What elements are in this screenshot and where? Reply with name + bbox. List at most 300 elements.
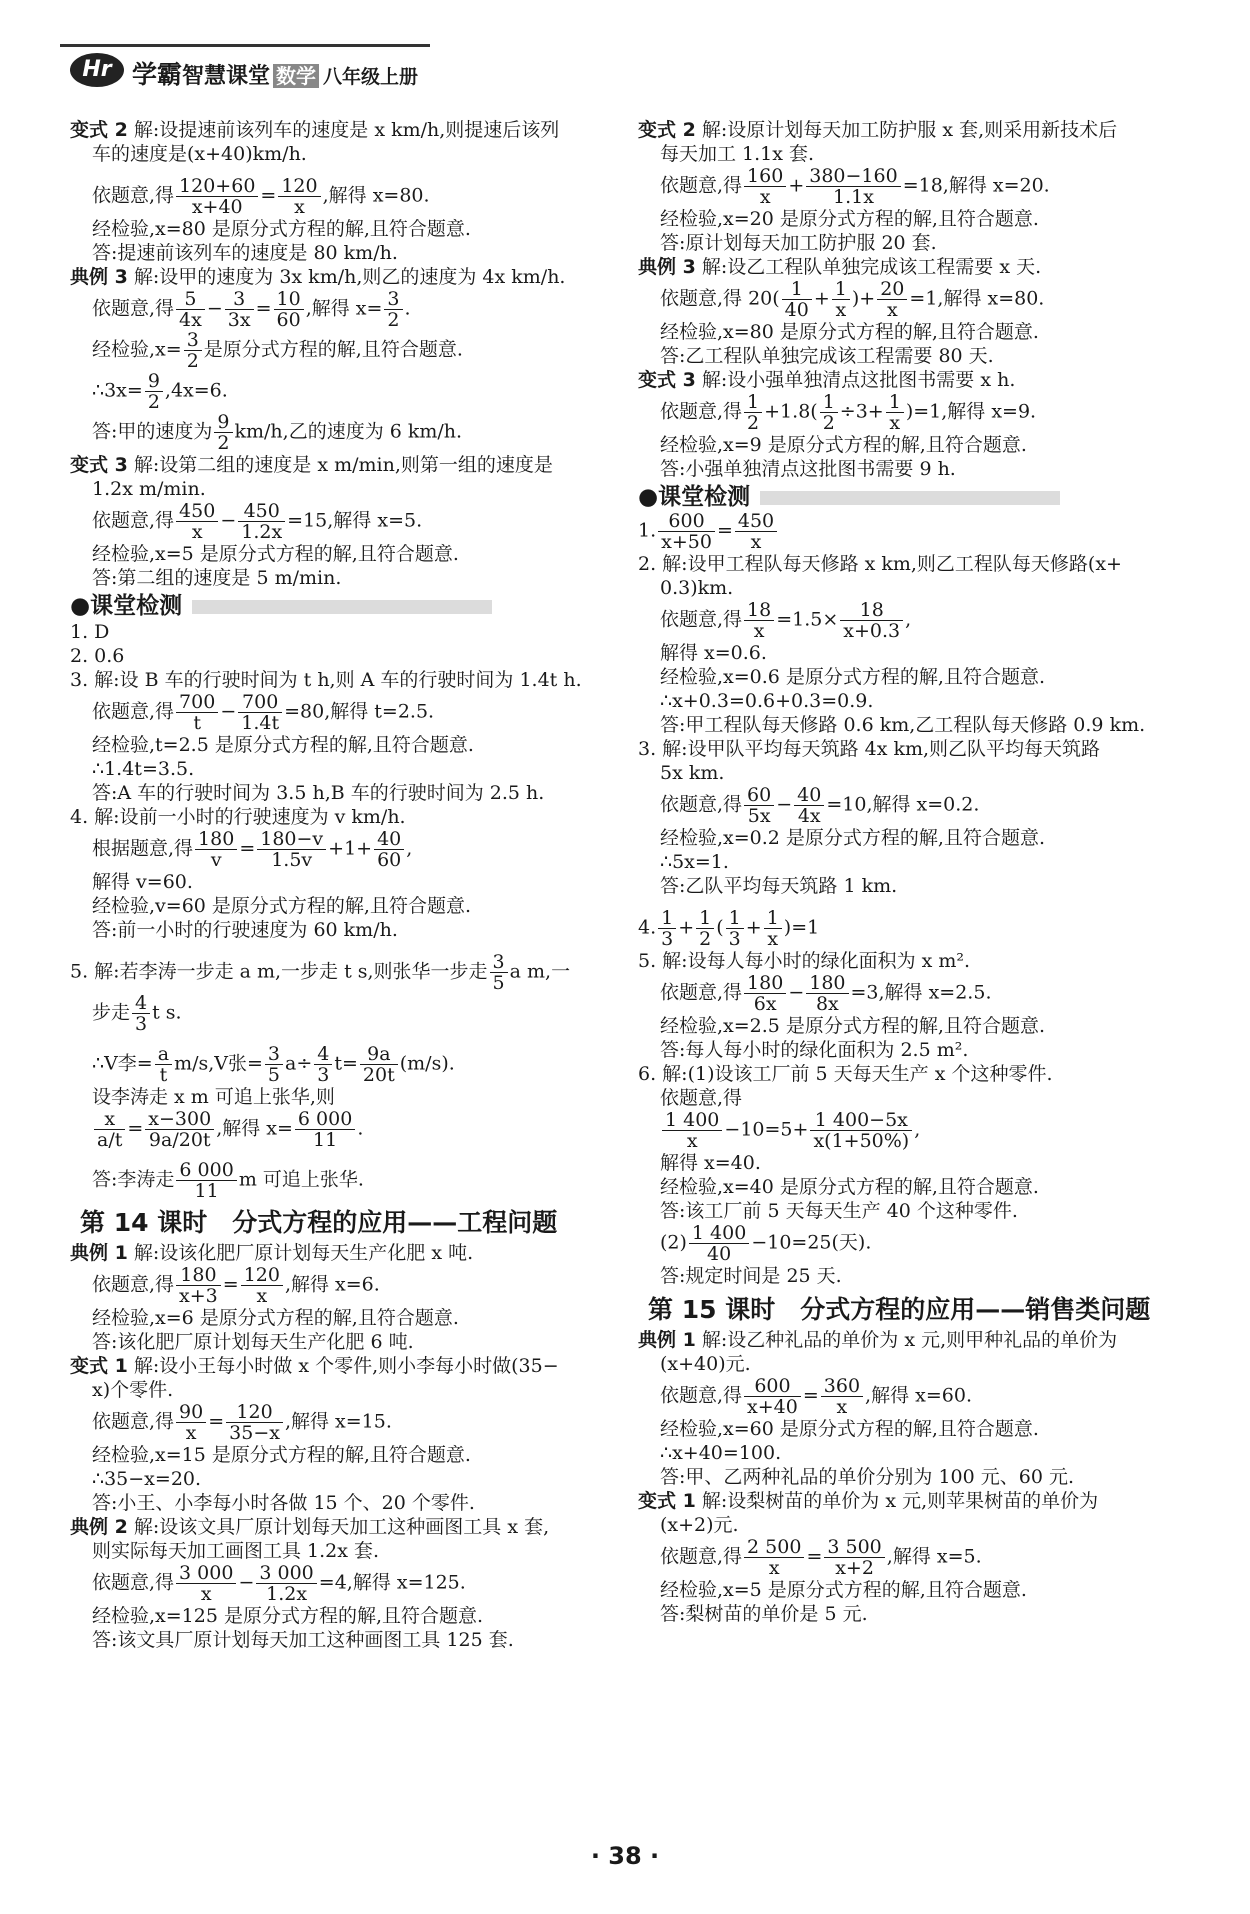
text-line: 车的速度是(x+40)km/h.: [92, 143, 307, 165]
brand-name: 学霸: [132, 60, 183, 89]
text: 依题意,得 20(: [660, 287, 780, 310]
text: 解:设小强单独清点这批图书需要 x h.: [701, 369, 1016, 391]
text-line: 经检验,v=60 是原分式方程的解,且符合题意.: [92, 895, 471, 917]
text-line: 解得 v=60.: [92, 871, 193, 893]
text: ÷3+: [839, 400, 884, 423]
text-line: 经检验,x=5 是原分式方程的解,且符合题意.: [92, 543, 459, 565]
text-line: 2. 解:设甲工程队每天修路 x km,则乙工程队每天修路(x+: [638, 553, 1122, 575]
subject-badge: 数学: [273, 64, 319, 88]
numerator: 3 000: [256, 1563, 316, 1584]
text: 步走: [92, 1001, 131, 1024]
answer-item: 1. D: [70, 621, 110, 643]
text: 解:设乙工程队单独完成该工程需要 x 天.: [701, 256, 1042, 278]
section-heading: [70, 594, 630, 618]
fraction: [744, 392, 762, 433]
fraction: [696, 908, 714, 949]
equation-line: [70, 993, 630, 1034]
denominator: 3x: [227, 309, 251, 331]
fraction: [176, 501, 218, 542]
text: m/s,V张=: [174, 1052, 263, 1075]
denominator: 35−x: [229, 1422, 280, 1444]
denominator: 1.1x: [832, 186, 874, 208]
text: 解:设甲的速度为 3x km/h,则乙的速度为 4x km/h.: [133, 266, 566, 288]
fraction: [155, 1044, 172, 1085]
text: ,解得 x=: [216, 1117, 293, 1140]
text: ,解得 x=: [305, 297, 383, 320]
numerator: 360: [821, 1376, 863, 1397]
fraction: [764, 908, 782, 949]
denominator: 60: [276, 309, 301, 331]
numerator: 90: [176, 1402, 206, 1423]
fraction: [744, 600, 774, 641]
denominator: 2: [822, 412, 835, 434]
example-label: 变式 2: [638, 119, 696, 141]
equation-line: 依题意,得 $\frac{120+60}{x+40}$ = $\frac{120}{x}$ ,解得 x=80.: [92, 175, 430, 218]
equation-line: 依题意,得 $\frac{450}{x}$ − $\frac{450}{1.2x}$ =15,解得 x=5.: [92, 500, 423, 543]
fraction: [877, 279, 907, 320]
numerator: 160: [744, 166, 786, 187]
fraction: [744, 1537, 804, 1578]
answer-line: [70, 412, 630, 453]
text: 解:设乙种礼品的单价为 x 元,则甲种礼品的单价为: [701, 1329, 1118, 1351]
denominator: x: [767, 928, 779, 950]
denominator: 8x: [815, 993, 839, 1015]
fraction: [226, 1402, 283, 1443]
text-line: [638, 118, 1198, 142]
text: 解:设提速前该列车的速度是 x km/h,则提速后该列: [133, 119, 560, 141]
numerator: 9: [214, 412, 232, 433]
text: 依题意,得: [660, 1384, 743, 1407]
example-label: 变式 1: [638, 1490, 696, 1512]
text: =3,解得 x=2.5.: [850, 981, 992, 1004]
text: =80,解得 t=2.5.: [284, 700, 435, 723]
answer-line: 答:小王、小李每小时各做 15 个、20 个零件.: [92, 1492, 475, 1514]
denominator: x: [835, 299, 847, 321]
text: 1.: [638, 519, 657, 542]
example-label: 典例 2: [70, 1516, 128, 1538]
numerator: a: [155, 1044, 172, 1065]
text-line: ∴x+40=100.: [660, 1442, 782, 1464]
numerator: 1 400: [662, 1110, 722, 1131]
text-line: 经检验,x=0.2 是原分式方程的解,且符合题意.: [660, 827, 1046, 849]
fraction: [94, 1109, 125, 1150]
denominator: x: [294, 196, 305, 218]
text: (m/s).: [399, 1052, 455, 1075]
fraction: [238, 501, 285, 542]
denominator: x: [836, 1396, 848, 1418]
answer-line: 答:甲工程队每天修路 0.6 km,乙工程队每天修路 0.9 km.: [660, 714, 1146, 736]
fraction: [176, 1402, 206, 1443]
text-line: [70, 1515, 630, 1539]
denominator: 5x: [747, 805, 771, 827]
denominator: t: [159, 1064, 168, 1086]
denominator: 1.4t: [241, 712, 280, 734]
text-line: 经检验,x=80 是原分式方程的解,且符合题意.: [660, 321, 1039, 343]
text-line: 经检验,x=2.5 是原分式方程的解,且符合题意.: [660, 1015, 1046, 1037]
denominator: x: [753, 620, 765, 642]
answer-line: 答:甲、乙两种礼品的单价分别为 100 元、60 元.: [660, 1466, 1075, 1488]
text-line: ∴x+0.3=0.6+0.3=0.9.: [660, 690, 874, 712]
section-heading: [638, 485, 1198, 509]
numerator: 10: [274, 289, 304, 310]
fraction: [176, 176, 258, 217]
denominator: 5: [492, 972, 505, 994]
text: 解:设小王每小时做 x 个零件,则小李每小时做(35−: [133, 1355, 559, 1377]
text: 4.: [638, 916, 657, 939]
denominator: 4x: [179, 309, 202, 331]
denominator: 3: [728, 928, 741, 950]
text-line: 3. 解:设甲队平均每天筑路 4x km,则乙队平均每天筑路: [638, 738, 1101, 760]
text-line: [70, 1354, 630, 1378]
text: 依题意,得: [660, 174, 743, 197]
fraction: [274, 289, 304, 330]
numerator: 3: [384, 289, 402, 310]
answer-line: 答:提速前该列车的速度是 80 km/h.: [92, 242, 398, 264]
denominator: x+40: [747, 1396, 798, 1418]
fraction: [195, 829, 237, 870]
denominator: 20t: [362, 1064, 395, 1086]
text: 根据题意,得: [92, 837, 194, 860]
text-line: [70, 453, 630, 477]
numerator: 1: [820, 392, 838, 413]
numerator: 2 500: [744, 1537, 804, 1558]
text: 依题意,得: [92, 184, 175, 207]
fraction: [744, 166, 786, 207]
text: km/h,乙的速度为 6 km/h.: [234, 420, 463, 443]
text-line: 经检验,x=125 是原分式方程的解,且符合题意.: [92, 1605, 484, 1627]
text: a÷: [285, 1052, 313, 1075]
equation-line: 依题意,得 $\frac{5}{4x}$ − $\frac{3}{3x}$ = $\frac{10}{60}$ ,解得 x= $\frac{3}{2}$ .: [92, 288, 411, 331]
answer-line: 答:A 车的行驶时间为 3.5 h,B 车的行驶时间为 2.5 h.: [92, 782, 545, 804]
text-line: 经检验,t=2.5 是原分式方程的解,且符合题意.: [92, 734, 474, 756]
text-line: 4. 解:设前一小时的行驶速度为 v km/h.: [70, 806, 406, 828]
denominator: 40: [784, 299, 809, 321]
text: a m,一: [509, 960, 571, 983]
denominator: 3: [135, 1013, 148, 1035]
denominator: x: [889, 412, 901, 434]
numerator: 9: [145, 371, 163, 392]
equation-line: 依题意,得 $\frac{180}{x+3}$ = $\frac{120}{x}$ ,解得 x=6.: [92, 1264, 380, 1307]
equation-line: [70, 952, 630, 993]
equation-line: 依题意,得 $\frac{18}{x}$ =1.5× $\frac{18}{x+0.3}$ ,: [660, 599, 912, 642]
text: 依题意,得: [92, 1410, 175, 1433]
page-header: [60, 45, 1200, 95]
denominator: 3: [661, 928, 674, 950]
section-title: ●课堂检测: [70, 593, 183, 619]
text: 答:甲的速度为: [92, 420, 213, 443]
text: 经检验,x=: [92, 338, 182, 361]
text-line: 经检验,x=80 是原分式方程的解,且符合题意.: [92, 218, 471, 240]
fraction: [314, 1044, 332, 1085]
denominator: 2: [747, 412, 760, 434]
equation-line: 依题意,得 $\frac{700}{t}$ − $\frac{700}{1.4t}$ =80,解得 t=2.5.: [92, 691, 435, 734]
answer-line: 答:规定时间是 25 天.: [660, 1265, 842, 1287]
fraction: [184, 330, 202, 371]
text: 解:设该文具厂原计划每天加工这种画图工具 x 套,: [133, 1516, 550, 1538]
numerator: 3: [490, 952, 508, 973]
fraction: [658, 511, 715, 552]
fraction: [360, 1044, 398, 1085]
fraction: [145, 1109, 214, 1150]
text: =1.5×: [776, 608, 839, 631]
numerator: 1: [832, 279, 850, 300]
fraction: [374, 829, 404, 870]
denominator: v: [210, 849, 222, 871]
fraction: [214, 412, 232, 453]
equation-line: 1. $\frac{600}{x+50}$ = $\frac{450}{x}$: [638, 511, 1198, 552]
header-divider: [60, 44, 430, 47]
text: 依题意,得: [660, 981, 743, 1004]
denominator: x+50: [661, 531, 712, 553]
answer-line: 答:梨树苗的单价是 5 元.: [660, 1603, 868, 1625]
fraction: [806, 973, 848, 1014]
numerator: 1 400−5x: [810, 1110, 912, 1131]
text-line: 5x km.: [660, 762, 725, 784]
numerator: 3: [225, 289, 254, 310]
text: =: [127, 1117, 144, 1140]
numerator: 380−160: [806, 166, 900, 187]
equation-line: $\frac{1 400}{x}$ −10=5+ $\frac{1 400-5x}{x(1+50\%)}$ ,: [638, 1110, 1198, 1151]
denominator: 11: [194, 1180, 219, 1202]
text: +1+: [328, 837, 373, 860]
denominator: x: [886, 299, 898, 321]
denominator: x: [200, 1583, 212, 1605]
equation-line: 依题意,得 $\frac{600}{x+40}$ = $\frac{360}{x}$ ,解得 x=60.: [660, 1375, 972, 1418]
text-line: 经检验,x=15 是原分式方程的解,且符合题意.: [92, 1444, 471, 1466]
fraction: [176, 692, 218, 733]
text: ,解得 x=60.: [865, 1384, 972, 1407]
text: 5. 解:若李涛一步走 a m,一步走 t s,则张华一步走: [70, 960, 488, 983]
brand-title: [132, 55, 418, 91]
text-line: [638, 368, 1198, 392]
denominator: 40: [707, 1243, 732, 1265]
text: t s.: [152, 1001, 182, 1024]
denominator: 2: [699, 928, 712, 950]
numerator: 6 000: [295, 1109, 355, 1130]
denominator: x+0.3: [843, 620, 901, 642]
example-label: 典例 1: [638, 1329, 696, 1351]
denominator: 1.2x: [266, 1583, 308, 1605]
text: 依题意,得: [92, 1273, 175, 1296]
numerator: 6 000: [176, 1160, 236, 1181]
fraction: [820, 392, 838, 433]
numerator: 1: [764, 908, 782, 929]
section-title: ●课堂检测: [638, 484, 751, 510]
text: 是原分式方程的解,且符合题意.: [203, 338, 463, 361]
numerator: 60: [744, 785, 774, 806]
left-column: [70, 118, 630, 1652]
numerator: 1: [726, 908, 744, 929]
numerator: 18: [744, 600, 774, 621]
fraction: [132, 993, 150, 1034]
text: −10=5+: [724, 1118, 809, 1141]
numerator: 120: [241, 1265, 283, 1286]
example-label: 变式 1: [70, 1355, 128, 1377]
denominator: x: [191, 521, 203, 543]
numerator: 5: [176, 289, 205, 310]
fraction: [886, 392, 904, 433]
section-bar: [192, 600, 492, 614]
lesson-title: 第 15 课时 分式方程的应用——销售类问题: [648, 1295, 1151, 1324]
answer-line: 答:小强单独清点这批图书需要 9 h.: [660, 458, 956, 480]
text: 依题意,得: [660, 1545, 743, 1568]
fraction: [238, 692, 282, 733]
text: ,解得 x=80.: [322, 184, 430, 207]
fraction: [176, 1563, 236, 1604]
fraction: [658, 908, 676, 949]
numerator: 4: [132, 993, 150, 1014]
text: )=1,解得 x=9.: [905, 400, 1037, 423]
numerator: 450: [238, 501, 285, 522]
equation-line: 根据题意,得 $\frac{180}{v}$ = $\frac{180-v}{1.5v}$ +1+ $\frac{40}{60}$ ,: [92, 828, 413, 871]
text: )+: [851, 287, 876, 310]
text: ,解得 x=6.: [284, 1273, 380, 1296]
grade-label: 八年级上册: [323, 66, 419, 88]
denominator: 9a/20t: [148, 1129, 211, 1151]
right-column: [638, 118, 1198, 1626]
text-line: 解得 x=0.6.: [660, 642, 767, 664]
denominator: x: [750, 531, 762, 553]
brand-logo-icon: Hr: [70, 53, 124, 87]
fraction: [256, 1563, 316, 1604]
answer-line: 答:乙工程队单独完成该工程需要 80 天.: [660, 345, 994, 367]
text-line: [638, 1489, 1198, 1513]
text: =1,解得 x=80.: [909, 287, 1045, 310]
text-line: 0.3)km.: [660, 577, 734, 599]
denominator: 6x: [753, 993, 777, 1015]
text-line: [638, 1328, 1198, 1352]
numerator: 40: [794, 785, 824, 806]
text-line: 经检验,x=5 是原分式方程的解,且符合题意.: [660, 1579, 1027, 1601]
brand-sub: 智慧课堂: [182, 64, 271, 89]
numerator: 1: [658, 908, 676, 929]
example-label: 变式 2: [70, 119, 128, 141]
denominator: 11: [313, 1129, 338, 1151]
numerator: 180: [195, 829, 237, 850]
answer-line: [70, 1160, 630, 1201]
numerator: 450: [176, 501, 218, 522]
example-label: 典例 3: [638, 256, 696, 278]
text-line: 3. 解:设 B 车的行驶时间为 t h,则 A 车的行驶时间为 1.4t h.: [70, 669, 582, 691]
fraction: [689, 1223, 749, 1264]
denominator: x: [768, 1557, 780, 1579]
denominator: x: [686, 1130, 698, 1152]
text: 依题意,得: [660, 608, 743, 631]
text-line: (x+40)元.: [660, 1353, 751, 1375]
text-line: 经检验,x=20 是原分式方程的解,且符合题意.: [660, 208, 1039, 230]
text: −10=25(天).: [751, 1231, 872, 1254]
text-line: 经检验,x=0.6 是原分式方程的解,且符合题意.: [660, 666, 1046, 688]
numerator: 600: [658, 511, 715, 532]
numerator: 180: [176, 1265, 221, 1286]
numerator: x−300: [145, 1109, 214, 1130]
equation-line: 依题意,得 20( $\frac{1}{40}$ + $\frac{1}{x}$ )+ $\frac{20}{x}$ =1,解得 x=80.: [660, 278, 1045, 321]
text-line: 经检验,x=6 是原分式方程的解,且符合题意.: [92, 1307, 459, 1329]
fraction: [176, 1265, 221, 1306]
text: ,4x=6.: [164, 379, 228, 402]
fraction: [176, 289, 205, 330]
numerator: 600: [744, 1376, 801, 1397]
text: 依题意,得: [92, 1571, 175, 1594]
text: 依题意,得: [660, 400, 743, 423]
numerator: 1: [696, 908, 714, 929]
text-line: (x+2)元.: [660, 1514, 739, 1536]
numerator: 3: [184, 330, 202, 351]
equation-line: [70, 1044, 630, 1085]
text-line: [638, 255, 1198, 279]
answer-line: 答:该化肥厂原计划每天生产化肥 6 吨.: [92, 1331, 414, 1353]
answer-item: 2. 0.6: [70, 645, 125, 667]
text: )=1: [783, 916, 820, 939]
text: +1.8(: [764, 400, 818, 423]
answer-line: 答:第二组的速度是 5 m/min.: [92, 567, 342, 589]
section-bar: [760, 491, 1060, 505]
denominator: a/t: [97, 1129, 123, 1151]
text: 依题意,得: [660, 793, 743, 816]
denominator: 1.2x: [241, 521, 283, 543]
fraction: [490, 952, 508, 993]
fraction: [145, 371, 163, 412]
fraction: [384, 289, 402, 330]
text-line: 解得 x=40.: [660, 1152, 761, 1174]
text-line: 经检验,x=60 是原分式方程的解,且符合题意.: [660, 1418, 1039, 1440]
example-label: 变式 3: [638, 369, 696, 391]
text-line: 经检验,x=9 是原分式方程的解,且符合题意.: [660, 434, 1027, 456]
fraction: [824, 1537, 884, 1578]
numerator: 9a: [360, 1044, 398, 1065]
text: =15,解得 x=5.: [287, 509, 423, 532]
numerator: 3: [265, 1044, 283, 1065]
page-number: · 38 ·: [590, 1842, 660, 1870]
equation-line: 依题意,得 $\frac{3 000}{x}$ − $\frac{3 000}{1.2x}$ =4,解得 x=125.: [92, 1562, 466, 1605]
text-line: ∴35−x=20.: [92, 1468, 202, 1490]
text: t=: [334, 1052, 358, 1075]
fraction: [810, 1110, 912, 1151]
text: 解:设第二组的速度是 x m/min,则第一组的速度是: [133, 454, 553, 476]
text-line: [70, 265, 630, 289]
numerator: 20: [877, 279, 907, 300]
numerator: 180: [806, 973, 848, 994]
text-line: 1.2x m/min.: [92, 478, 206, 500]
answer-line: 答:每人每小时的绿化面积为 2.5 m².: [660, 1039, 969, 1061]
numerator: 1 400: [689, 1223, 749, 1244]
denominator: x: [185, 1422, 197, 1444]
denominator: x+2: [835, 1557, 874, 1579]
fraction: [241, 1265, 283, 1306]
denominator: x: [256, 1285, 268, 1307]
equation-line: [70, 330, 630, 371]
fraction: [782, 279, 812, 320]
fraction: [840, 600, 903, 641]
fraction: [225, 289, 254, 330]
answer-line: 答:原计划每天加工防护服 20 套.: [660, 232, 937, 254]
numerator: 700: [176, 692, 218, 713]
fraction: [726, 908, 744, 949]
denominator: 2: [387, 309, 400, 331]
numerator: 120: [226, 1402, 283, 1423]
equation-line: 依题意,得 $\frac{180}{6x}$ − $\frac{180}{8x}$ =3,解得 x=2.5.: [660, 972, 992, 1015]
denominator: x: [759, 186, 771, 208]
numerator: 18: [840, 600, 903, 621]
numerator: 1: [886, 392, 904, 413]
denominator: x+40: [191, 196, 243, 218]
text-line: [70, 1241, 630, 1265]
numerator: 3 000: [176, 1563, 236, 1584]
fraction: [295, 1109, 355, 1150]
text: ,解得 x=15.: [284, 1410, 392, 1433]
numerator: 1: [782, 279, 812, 300]
text: 依题意,得: [92, 700, 175, 723]
